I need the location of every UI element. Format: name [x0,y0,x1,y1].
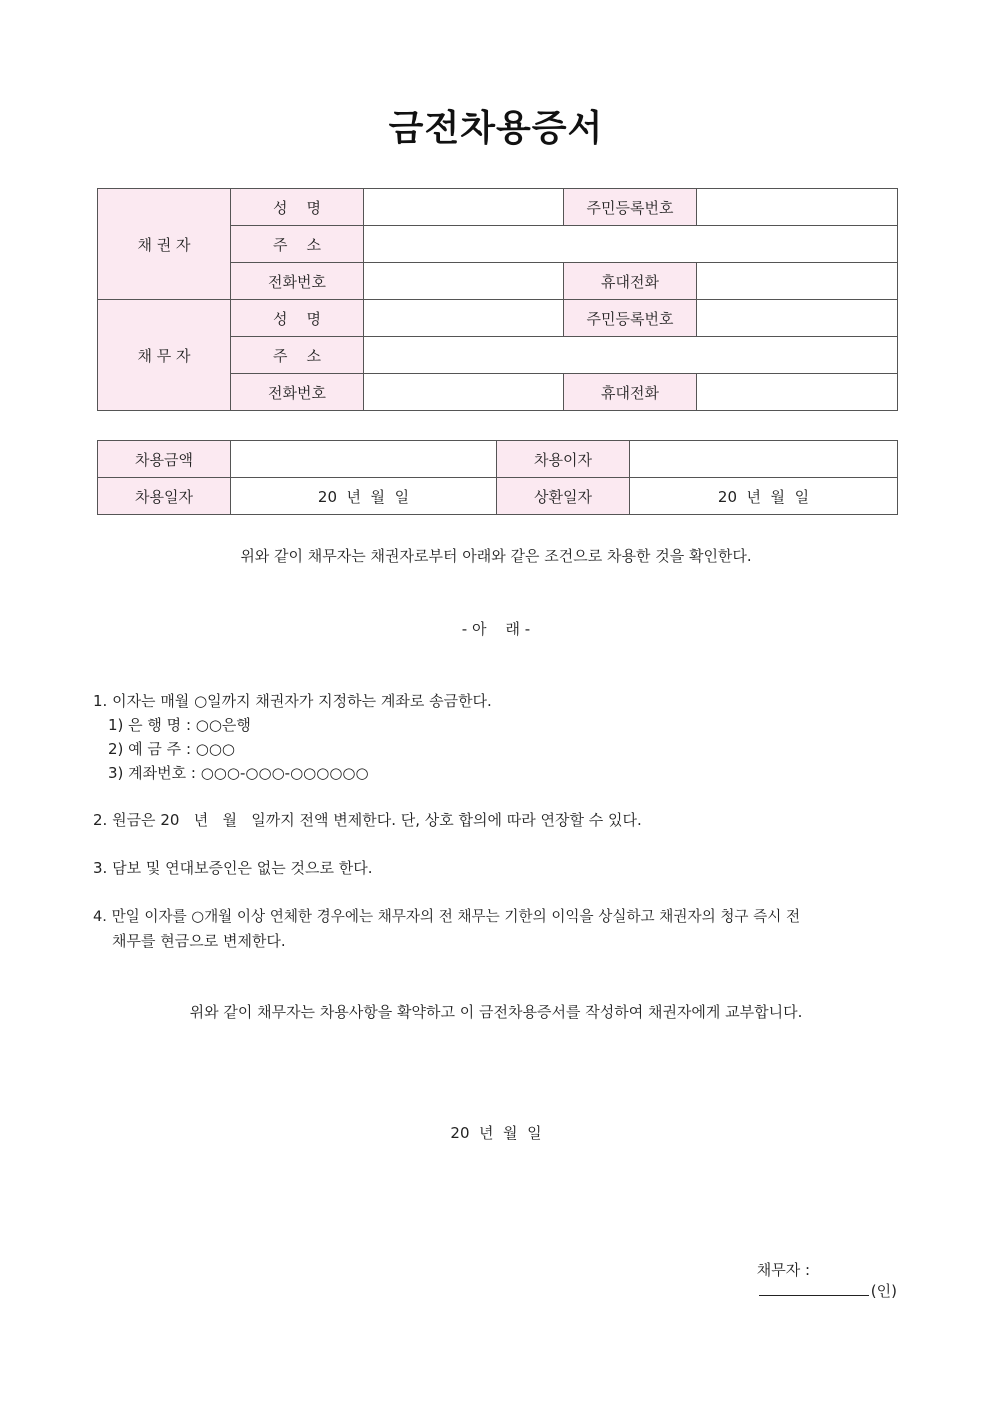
debtor-phone-field[interactable] [364,374,564,411]
creditor-row-name [98,189,898,226]
debtor-row-name [98,300,898,337]
debtor-mobile-label: 휴대전화 [564,374,697,411]
repay-date-label: 상환일자 [497,478,630,515]
term-2: 2. 원금은 20 년 월 일까지 전액 변제한다. 단, 상호 합의에 따라 연장할 수 있다. [93,811,642,829]
creditor-address-field[interactable] [364,226,898,263]
creditor-address-label: 주 소 [231,226,364,263]
loan-row-amount [98,441,898,478]
creditor-name-field[interactable] [364,189,564,226]
signature-line[interactable] [759,1281,869,1296]
debtor-phone-label: 전화번호 [231,374,364,411]
debtor-group-label: 채 무 자 [98,300,231,411]
term-1-account: 3) 계좌번호 : ○○○-○○○-○○○○○○ [108,764,369,782]
creditor-id-label: 주민등록번호 [564,189,697,226]
debtor-id-field[interactable] [697,300,898,337]
below-heading: - 아 래 - [461,620,531,638]
borrow-date-label: 차용일자 [98,478,231,515]
debtor-address-label: 주 소 [231,337,364,374]
debtor-mobile-field[interactable] [697,374,898,411]
repay-date-field[interactable]: 20 년 월 일 [630,478,898,515]
loan-interest-field[interactable] [630,441,898,478]
closing-statement: 위와 같이 채무자는 차용사항을 확약하고 이 금전차용증서를 작성하여 채권자에게 교부합니다. [189,1003,803,1021]
borrow-date-field[interactable]: 20 년 월 일 [231,478,497,515]
creditor-phone-label: 전화번호 [231,263,364,300]
loan-amount-label: 차용금액 [98,441,231,478]
creditor-phone-field[interactable] [364,263,564,300]
loan-interest-label: 차용이자 [497,441,630,478]
debtor-address-field[interactable] [364,337,898,374]
term-3: 3. 담보 및 연대보증인은 없는 것으로 한다. [93,859,373,877]
debtor-name-field[interactable] [364,300,564,337]
loan-amount-field[interactable] [231,441,497,478]
term-1: 1. 이자는 매월 ○일까지 채권자가 지정하는 계좌로 송금한다. [93,692,492,710]
loan-row-dates [98,478,898,515]
debtor-name-label: 성 명 [231,300,364,337]
document-title: 금전차용증서 [388,108,604,149]
creditor-id-field[interactable] [697,189,898,226]
seal-label: (인) [870,1282,897,1300]
term-4-line-2: 채무를 현금으로 변제한다. [112,932,286,950]
term-4-line-1: 4. 만일 이자를 ○개월 이상 연체한 경우에는 채무자의 전 채무는 기한의 이익을 상실하고 채권자의 청구 즉시 전 [93,908,801,925]
creditor-mobile-field[interactable] [697,263,898,300]
signature-block [747,1241,897,1301]
creditor-group-label: 채 권 자 [98,189,231,300]
term-1-holder: 2) 예 금 주 : ○○○ [108,740,236,758]
intro-statement: 위와 같이 채무자는 채권자로부터 아래와 같은 조건으로 차용한 것을 확인한다. [240,547,752,565]
term-1-bank: 1) 은 행 명 : ○○은행 [108,716,251,734]
document-date: 20 년 월 일 [450,1124,542,1142]
creditor-mobile-label: 휴대전화 [564,263,697,300]
signature-label: 채무자 : [756,1261,811,1279]
debtor-id-label: 주민등록번호 [564,300,697,337]
creditor-name-label: 성 명 [231,189,364,226]
loan-table [97,440,898,515]
party-table [97,188,898,411]
